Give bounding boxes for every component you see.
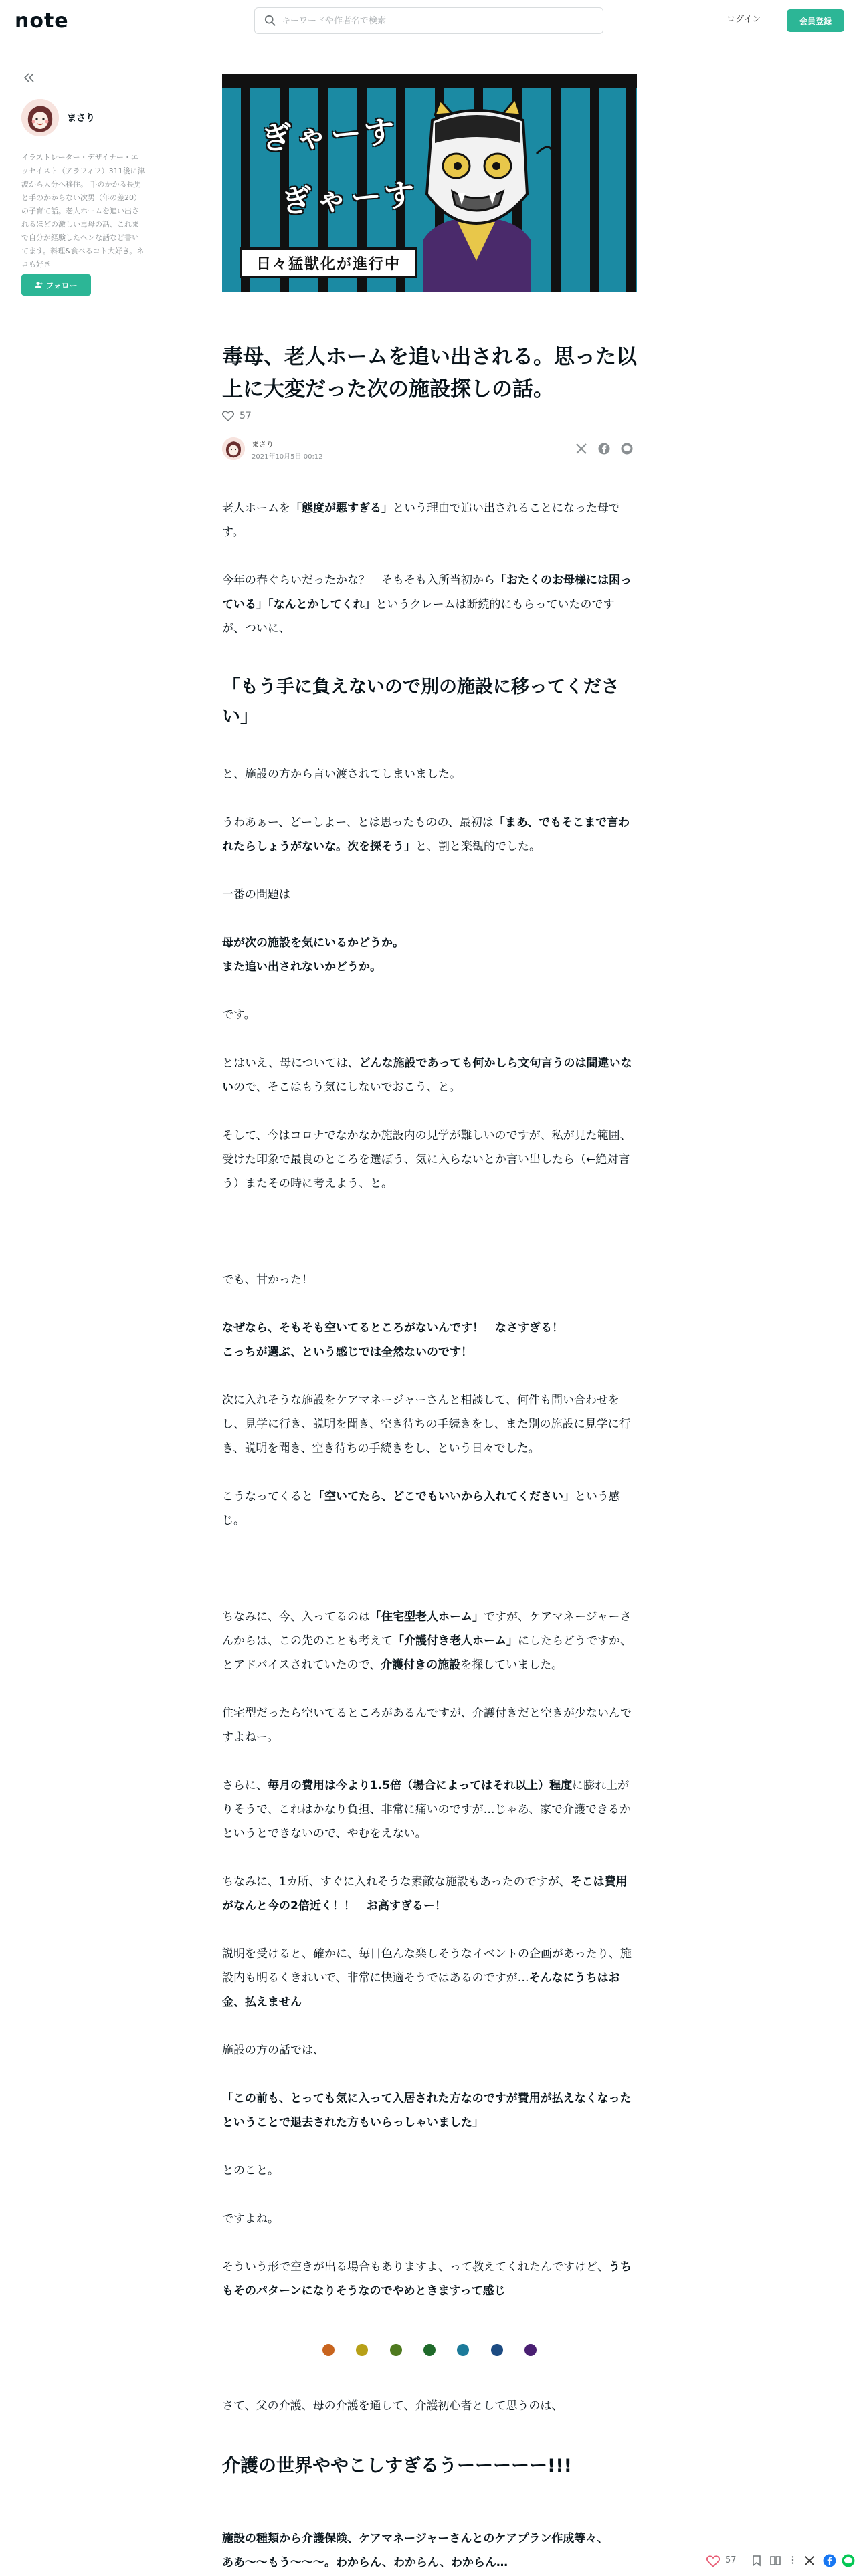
author-avatar[interactable] bbox=[21, 99, 59, 136]
author-name[interactable]: まさり bbox=[252, 440, 274, 449]
publish-date: 2021年10月5日 00:12 bbox=[252, 453, 323, 461]
paragraph: ですよね。 bbox=[222, 2212, 279, 2226]
facebook-share-icon[interactable] bbox=[823, 2554, 836, 2567]
paragraph: でも、甘かった！ bbox=[222, 1273, 313, 1287]
like-summary[interactable] bbox=[222, 411, 252, 421]
eyecatch-caption: 日々猛獣化が進行中 bbox=[256, 256, 401, 273]
paragraph: 「この前も、とっても気に入って入居された方なのですが費用が払えなくなったということで退去された方もいらっしゃいました」 bbox=[222, 2092, 632, 2129]
section-divider bbox=[302, 2326, 557, 2374]
article-title: 毒母、老人ホームを追い出される。思った以上に大変だった次の施設探しの話。 bbox=[222, 345, 637, 401]
paragraph: 施設の種類から介護保険、ケアマネージャーさんとのケアプラン作成等々、 ああ～～もう～～～。わからん、わからん、わからん… bbox=[222, 2532, 609, 2569]
x-share-icon[interactable] bbox=[804, 2555, 815, 2566]
paragraph: 施設の方の話では、 bbox=[222, 2044, 324, 2057]
paragraph: さらに、毎月の費用は今より1.5倍（場合によってはそれ以上）程度に膨れ上がりそうで、これはかなり負担、非常に痛いのですが…じゃあ、家で介護できるかというとできないので、やむをえない。 bbox=[222, 1779, 631, 1840]
search-box[interactable] bbox=[254, 7, 603, 34]
heart-icon[interactable] bbox=[222, 411, 234, 421]
avatar-illustration-small bbox=[222, 437, 245, 460]
like-count: 57 bbox=[725, 2555, 737, 2565]
heading: 介護の世界ややこしすぎるうーーーーー!!! bbox=[222, 2456, 572, 2476]
divider-dot bbox=[457, 2344, 469, 2356]
x-share-icon[interactable] bbox=[575, 443, 587, 455]
login-link[interactable]: ログイン bbox=[727, 15, 761, 25]
paragraph: 次に入れそうな施設をケアマネージャーさんと相談して、何件も問い合わせをし、見学に行き、説明を聞き、空き待ちの手続きをし、また別の施設に見学に行き、説明を聞き、空き待ちの手続きをし、という日々でした。 bbox=[222, 1394, 631, 1455]
eyecatch-text-2: ぎゃーす bbox=[280, 176, 420, 220]
add-user-icon bbox=[35, 281, 43, 289]
eyecatch-text-1: ぎゃーす bbox=[260, 113, 400, 157]
ellipsis-icon[interactable] bbox=[788, 2555, 797, 2565]
paragraph: こうなってくると「空いてたら、どこでもいいから入れてください」という感じ。 bbox=[222, 1490, 620, 1527]
author-avatar-small[interactable] bbox=[222, 437, 245, 460]
paragraph: 今年の春ぐらいだったかな？ そもそも入所当初から「おたくのお母様には困っている」「なんとかしてくれ」というクレームは断続的にもらっていたのですが、ついに、 bbox=[222, 574, 632, 635]
line-share-icon[interactable] bbox=[621, 443, 633, 455]
bookmark-icon[interactable] bbox=[751, 2555, 763, 2567]
paragraph: と、施設の方から言い渡されてしまいました。 bbox=[222, 768, 461, 781]
divider-dot bbox=[356, 2344, 368, 2356]
paragraph: うわあぁー、どーしよー、とは思ったものの、最初は「まあ、でもそこまで言われたらしょうがないな。次を探そう」と、割と楽観的でした。 bbox=[222, 816, 630, 853]
divider-dot bbox=[524, 2344, 537, 2356]
author-meta bbox=[222, 437, 637, 464]
avatar-illustration bbox=[21, 99, 59, 136]
divider-dot bbox=[491, 2344, 503, 2356]
follow-button[interactable] bbox=[21, 274, 91, 296]
search-input[interactable] bbox=[282, 8, 596, 33]
heading: 「もう手に負えないので別の施設に移ってください」 bbox=[222, 677, 619, 727]
paragraph: とのこと。 bbox=[222, 2164, 279, 2177]
divider-dot bbox=[390, 2344, 402, 2356]
divider-dot bbox=[423, 2344, 436, 2356]
magazine-icon[interactable] bbox=[769, 2555, 781, 2567]
divider-dot bbox=[322, 2344, 335, 2356]
paragraph: 説明を受けると、確かに、毎日色んな楽しそうなイベントの企画があったり、施設内も明るくきれいで、非常に快適そうではあるのですが…そんなにうちはお金、払えません bbox=[222, 1947, 632, 2009]
paragraph: 母が次の施設を気にいるかどうか。 また追い出されないかどうか。 bbox=[222, 936, 404, 974]
like-count: 57 bbox=[240, 411, 252, 421]
paragraph: なぜなら、そもそも空いてるところがないんです！ なさすぎる！ こっちが選ぶ、という感じでは全然ないのです！ bbox=[222, 1321, 563, 1359]
floating-action-bar bbox=[702, 2549, 859, 2572]
collapse-sidebar-icon[interactable] bbox=[23, 72, 36, 83]
profile-bio: イラストレーター・デザイナー・エッセイスト（アラフィフ）311後に津波から大分へ移住。 手のかかる長男と手のかからない次男（年の差20）の子育て話。老人ホームを追い出されるほどの激しい毒母の話、これまで自分が経験したヘンな話など書いてます。料理&食べるコト大好き。ネコも好き bbox=[21, 153, 145, 269]
site-header bbox=[0, 0, 859, 41]
search-icon bbox=[264, 15, 276, 27]
follow-label: フォロー bbox=[45, 280, 78, 290]
paragraph: さて、父の介護、母の介護を通して、介護初心者として思うのは、 bbox=[222, 2399, 563, 2413]
paragraph: です。 bbox=[222, 1008, 256, 1022]
line-share-icon[interactable] bbox=[842, 2554, 855, 2567]
paragraph: 一番の問題は bbox=[222, 888, 290, 901]
paragraph: 老人ホームを「態度が悪すぎる」という理由で追い出されることになった母です。 bbox=[222, 502, 620, 539]
paragraph: とはいえ、母については、どんな施設であっても何かしら文句言うのは間違いないので、そこはもう気にしないでおこう、と。 bbox=[222, 1057, 632, 1094]
paragraph: ちなみに、今、入ってるのは「住宅型老人ホーム」ですが、ケアマネージャーさんからは、この先のことも考えて「介護付き老人ホーム」にしたらどうですか、とアドバイスされていたので、介護付きの施設を探していました。 bbox=[222, 1610, 632, 1672]
paragraph: 住宅型だったら空いてるところがあるんですが、介護付きだと空きが少ないんですよねー。 bbox=[222, 1707, 632, 1744]
signup-button[interactable]: 会員登録 bbox=[787, 9, 844, 32]
heart-icon[interactable] bbox=[706, 2555, 720, 2567]
article-eyecatch bbox=[222, 74, 637, 292]
note-logo[interactable]: note bbox=[15, 9, 69, 33]
profile-name[interactable]: まさり bbox=[67, 113, 95, 124]
paragraph: そして、今はコロナでなかなか施設内の見学が難しいのですが、私が見た範囲、受けた印象で最良のところを選ぼう、気に入らないとか言い出したら（←絶対言う）またその時に考えよう、と。 bbox=[222, 1129, 632, 1190]
paragraph: ちなみに、1カ所、すぐに入れそうな素敵な施設もあったのですが、そこは費用がなんと今の2倍近く！！ お高すぎるー！ bbox=[222, 1875, 628, 1913]
facebook-share-icon[interactable] bbox=[598, 443, 610, 455]
paragraph: そういう形で空きが出る場合もありますよ、って教えてくれたんですけど、うちもそのパターンになりそうなのでやめときますって感じ bbox=[222, 2260, 632, 2298]
